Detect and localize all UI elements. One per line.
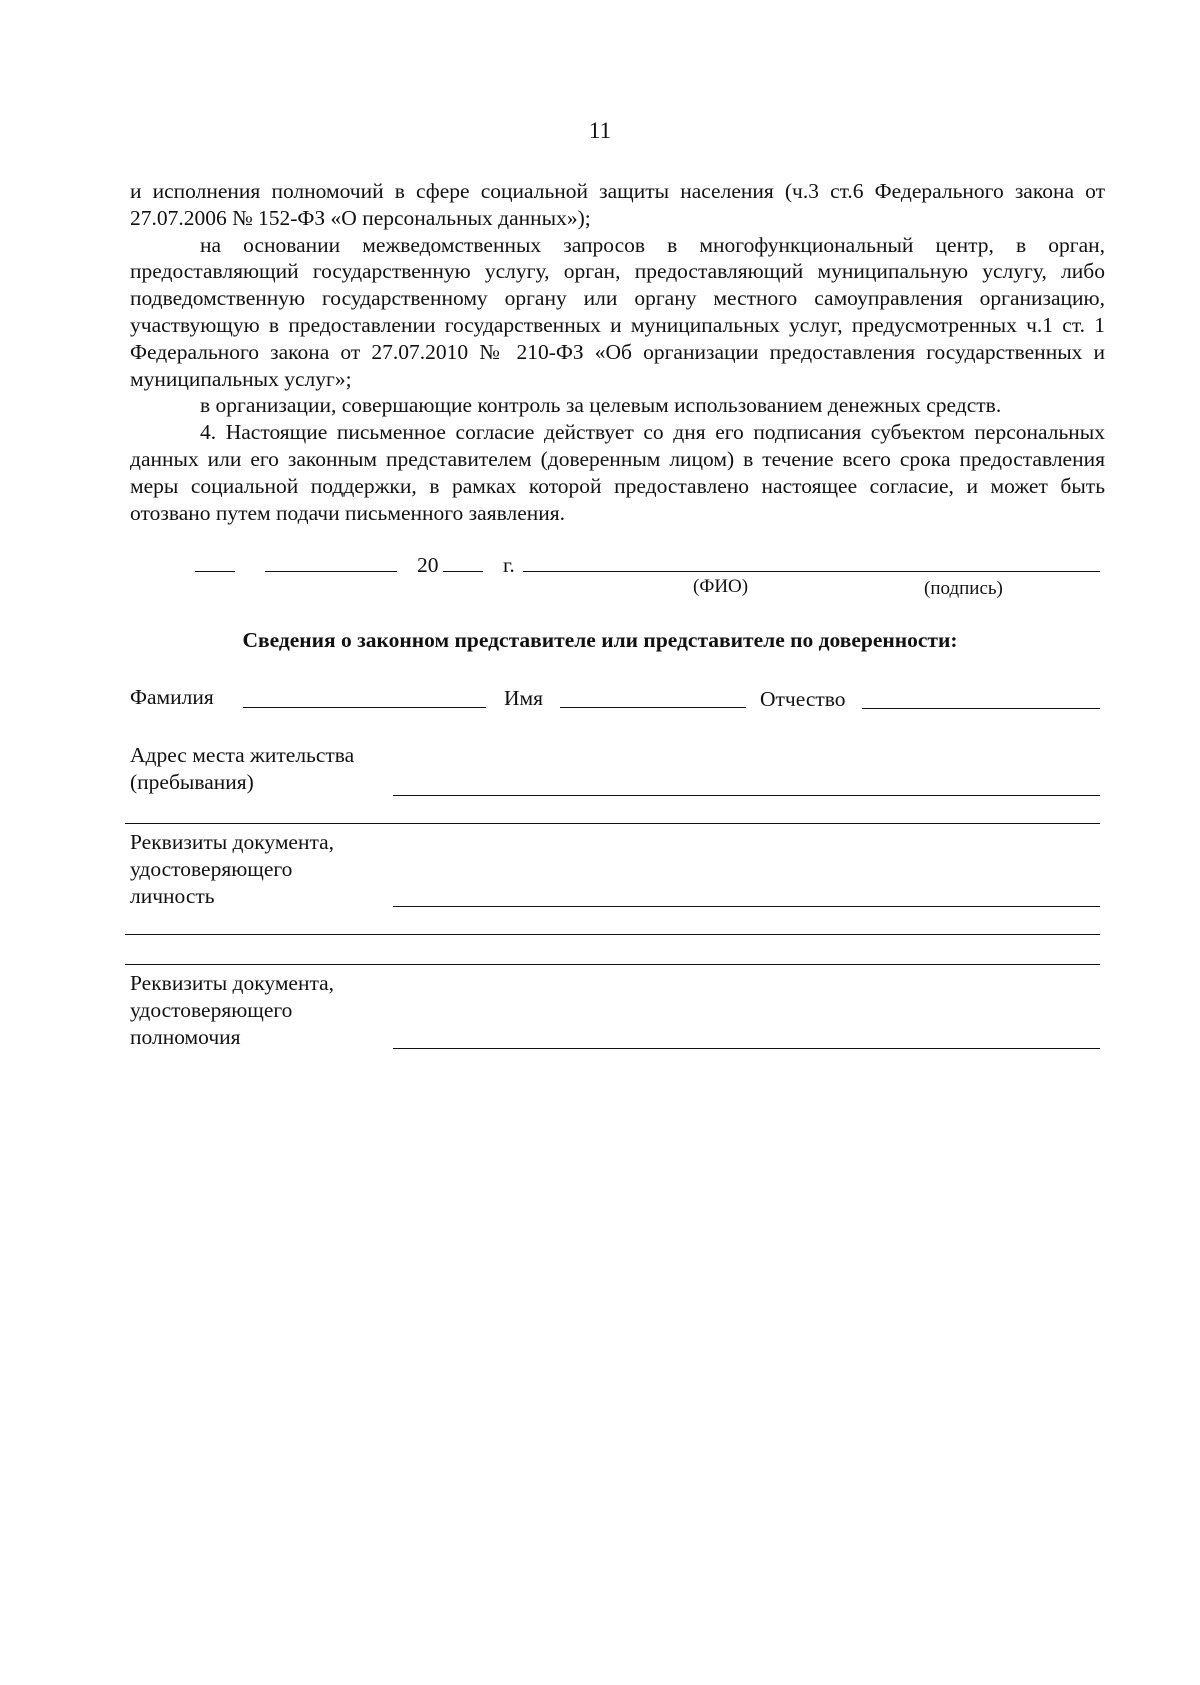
patronymic-field[interactable] [862, 708, 1100, 709]
address-label [130, 742, 354, 796]
date-year-prefix: 20 [417, 553, 439, 577]
identity-document-field[interactable] [393, 906, 1100, 907]
authority-document-label-line: Реквизиты документа, [130, 971, 335, 995]
consent-body-text [130, 178, 1105, 526]
date-day-field[interactable] [195, 571, 235, 572]
date-month-field[interactable] [265, 571, 397, 572]
identity-document-label-line: Реквизиты документа, [130, 830, 335, 854]
authority-document-label-line: полномочия [130, 1025, 241, 1049]
patronymic-label: Отчество [760, 687, 846, 711]
identity-document-field-continuation[interactable] [125, 964, 1100, 965]
identity-document-field-continuation[interactable] [125, 934, 1100, 935]
paragraph-control-organizations: в организации, совершающие контроль за целевым использованием денежных средств. [200, 393, 1002, 418]
address-field-continuation[interactable] [125, 823, 1100, 824]
identity-document-label-line: личность [130, 884, 215, 908]
signature-caption: (подпись) [924, 578, 1003, 599]
name-field[interactable] [560, 707, 746, 708]
paragraph-continuation: и исполнения полномочий в сфере социальной защиты населения (ч.3 ст.6 Федерального закона от 27.07.2006 № 152-ФЗ «О персональных данных»); [130, 179, 1105, 230]
identity-document-label-line: удостоверяющего [130, 857, 293, 881]
date-year-suffix: г. [503, 553, 515, 577]
address-label-line: (пребывания) [130, 770, 254, 794]
identity-document-label [130, 829, 334, 910]
address-field[interactable] [393, 795, 1100, 796]
authority-document-field[interactable] [393, 1048, 1100, 1049]
page-number: 11 [588, 118, 612, 143]
paragraph-consent-validity: 4. Настоящие письменное согласие действует со дня его подписания субъектом персональных данных или его законным представителем (доверенным лицом) в течение всего срока предоставления меры социальной поддержки, в рамках которой предоставлено настоящее согласие, и может быть отозвано путем подачи письменного заявления. [130, 420, 1105, 525]
fio-caption: (ФИО) [693, 576, 749, 597]
fio-signature-field[interactable] [523, 571, 1100, 572]
representative-section-title: Сведения о законном представителе или представителе по доверенности: [242, 628, 958, 652]
authority-document-label [130, 970, 334, 1051]
paragraph-interagency-requests: на основании межведомственных запросов в многофункциональный центр, в орган, предоставляющий государственную услугу, орган, предоставляющий муниципальную услугу, либо подведомственную государственному органу или органу местного самоуправления организацию, участвующую в предоставлении государственных и муниципальных услуг, предусмотренных ч.1 ст. 1 Федерального закона от 27.07.2010 № 210-ФЗ «Об организации предоставления государственных и муниципальных услуг»; [130, 232, 1105, 391]
date-year-field[interactable] [443, 571, 483, 572]
surname-label: Фамилия [130, 685, 214, 709]
authority-document-label-line: удостоверяющего [130, 998, 293, 1022]
name-label: Имя [504, 686, 544, 710]
surname-field[interactable] [243, 707, 486, 708]
address-label-line: Адрес места жительства [130, 743, 355, 767]
